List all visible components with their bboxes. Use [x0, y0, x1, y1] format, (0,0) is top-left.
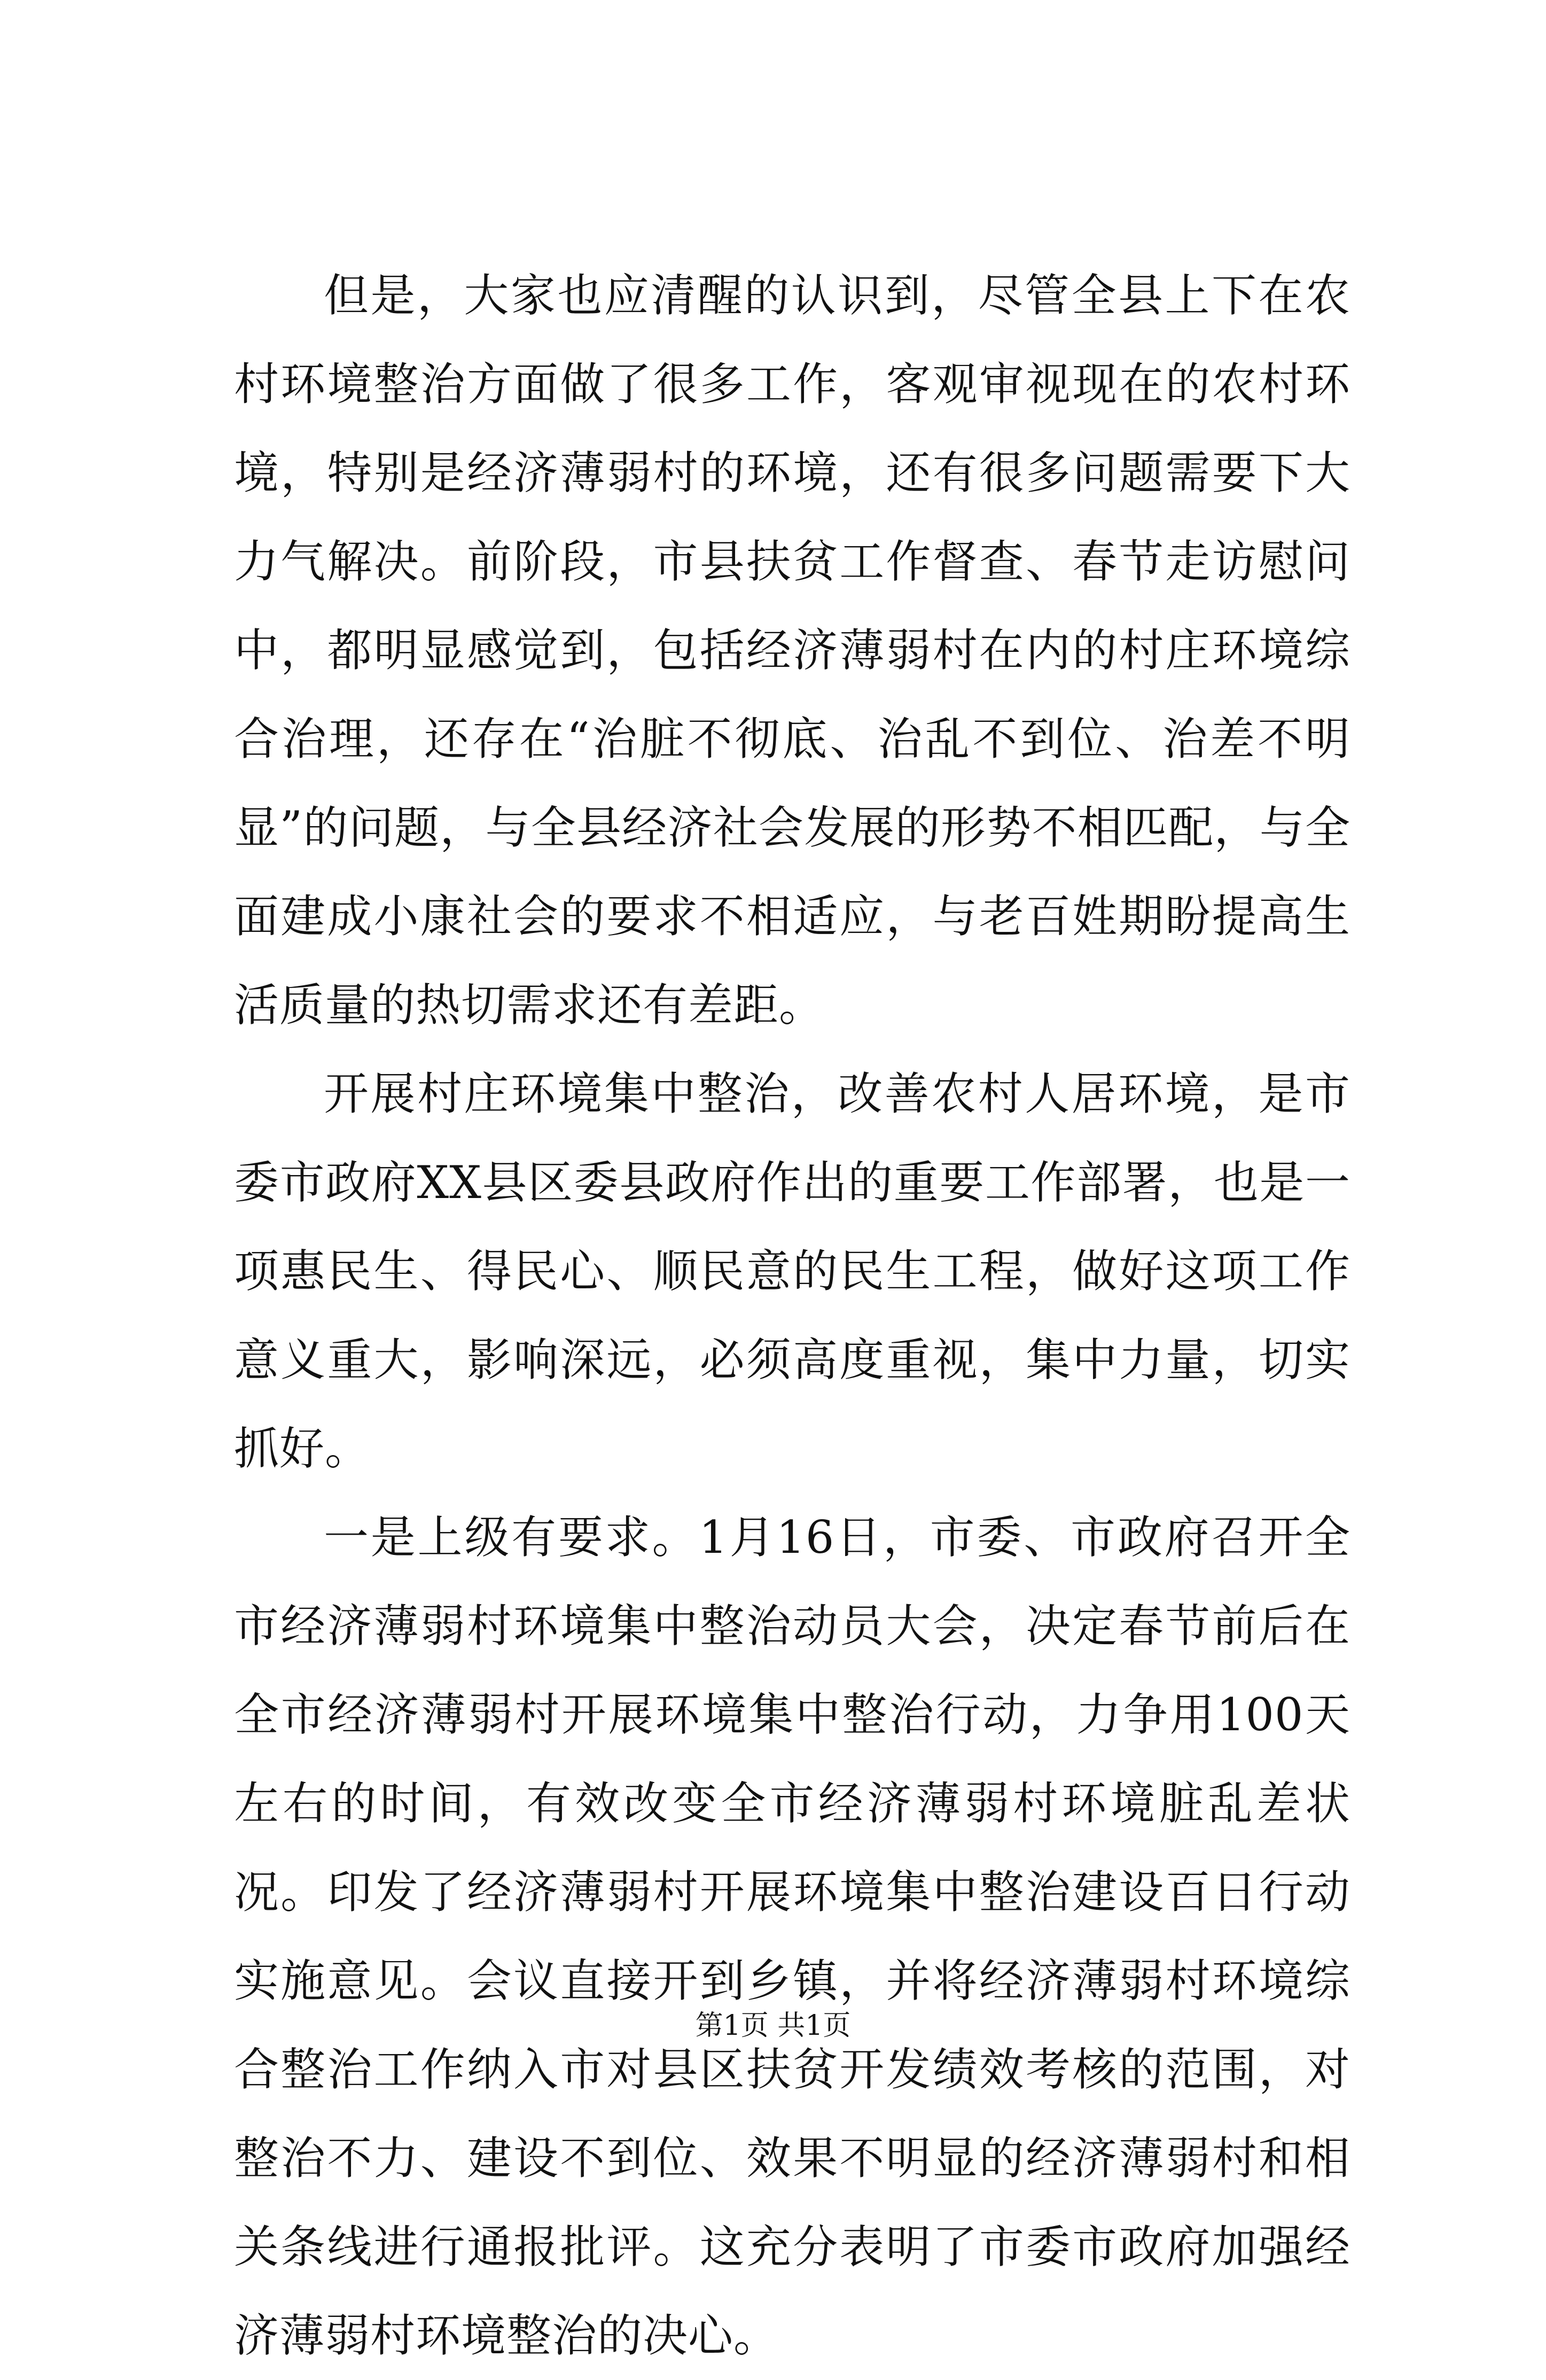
page-number-label: 第1页 共1页	[695, 2010, 851, 2042]
paragraph-3: 一是上级有要求。1月16日，市委、市政府召开全市经济薄弱村环境集中整治动员大会，决定春节前后在全市经济薄弱村开展环境集中整治行动，力争用100天左右的时间，有效改变全市经济薄弱村环境脏乱差状况。印发了经济薄弱村开展环境集中整治建设百日行动实施意见。会议直接开到乡镇，并将经济薄弱村环境综合整治工作纳入市对县区扶贫开发绩效考核的范围，对整治不力、建设不到位、效果不明显的经济薄弱村和相关条线进行通报批评。这充分表明了市委市政府加强经济薄弱村环境整治的决心。	[234, 1511, 1350, 2362]
document-body	[234, 251, 1350, 2380]
page-footer	[0, 2007, 1546, 2044]
paragraph-1: 但是，大家也应清醒的认识到，尽管全县上下在农村环境整治方面做了很多工作，客观审视现在的农村环境，特别是经济薄弱村的环境，还有很多问题需要下大力气解决。前阶段，市县扶贫工作督查、春节走访慰问中，都明显感觉到，包括经济薄弱村在内的村庄环境综合治理，还存在“治脏不彻底、治乱不到位、治差不明显”的问题，与全县经济社会发展的形势不相匹配，与全面建成小康社会的要求不相适应，与老百姓期盼提高生活质量的热切需求还有差距。	[234, 269, 1350, 1031]
paragraph-2: 开展村庄环境集中整治，改善农村人居环境，是市委市政府XX县区委县政府作出的重要工作部署，也是一项惠民生、得民心、顺民意的民生工程，做好这项工作意义重大，影响深远，必须高度重视，集中力量，切实抓好。	[234, 1068, 1350, 1475]
